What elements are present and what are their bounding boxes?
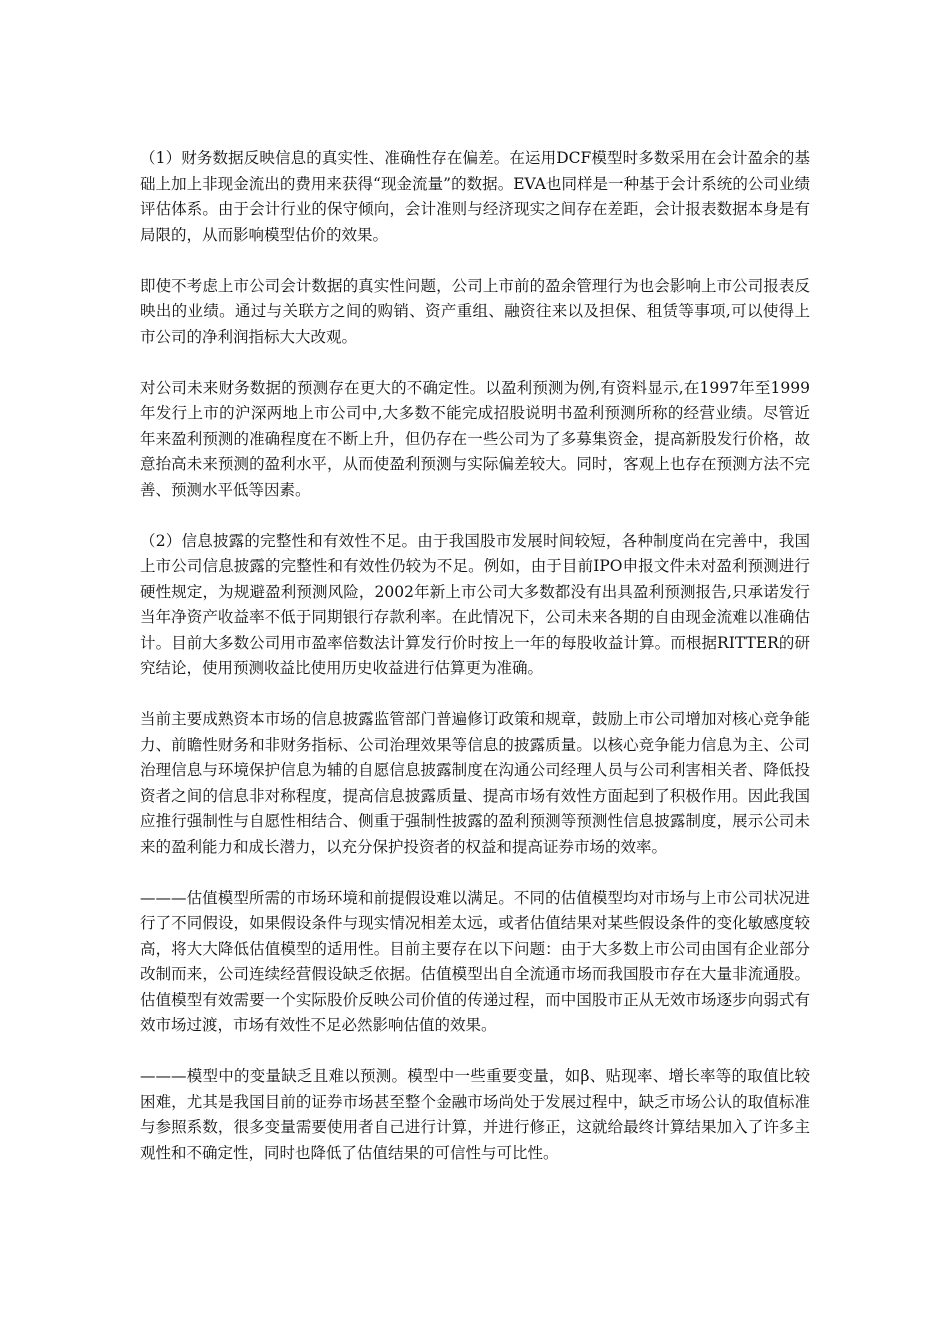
paragraph-financial-data-accuracy: （1）财务数据反映信息的真实性、准确性存在偏差。在运用DCF模型时多数采用在会计盈余的基础上加上非现金流出的费用来获得“现金流量”的数据。EVA也同样是一种基于会计系统的公司业绩评估体系。由于会计行业的保守倾向，会计准则与经济现实之间存在差距，会计报表数据本身是有局限的，从而影响模型估价的效果。 — [140, 149, 810, 244]
paragraph-forecast-uncertainty: 对公司未来财务数据的预测存在更大的不确定性。以盈利预测为例,有资料显示,在1997年至1999年发行上市的沪深两地上市公司中,大多数不能完成招股说明书盈利预测所称的经营业绩。尽管近年来盈利预测的准确程度在不断上升，但仍存在一些公司为了多募集资金，提高新股发行价格，故意抬高未来预测的盈利水平，从而使盈利预测与实际偏差较大。同时，客观上也存在预测方法不完善、预测水平低等因素。 — [140, 378, 810, 499]
paragraph-mature-market-disclosure: 当前主要成熟资本市场的信息披露监管部门普遍修订政策和规章，鼓励上市公司增加对核心竞争能力、前瞻性财务和非财务指标、公司治理效果等信息的披露质量。以核心竞争能力信息为主、公司治理信息与环境保护信息为辅的自愿信息披露制度在沟通公司经理人员与公司利害相关者、降低投资者之间的信息非对称程度，提高信息披露质量、提高市场有效性方面起到了积极作用。因此我国应推行强制性与自愿性相结合、侧重于强制性披露的盈利预测等预测性信息披露制度，展示公司未来的盈利能力和成长潜力，以充分保护投资者的权益和提高证券市场的效率。 — [140, 710, 810, 856]
paragraph-disclosure-completeness: （2）信息披露的完整性和有效性不足。由于我国股市发展时间较短，各种制度尚在完善中，我国上市公司信息披露的完整性和有效性仍较为不足。例如，由于目前IPO申报文件未对盈利预测进行硬性规定，为规避盈利预测风险，2002年新上市公司大多数都没有出具盈利预测报告,只承诺发行当年净资产收益率不低于同期银行存款利率。在此情况下，公司未来各期的自由现金流难以准确估计。目前大多数公司用市盈率倍数法计算发行价时按上一年的每股收益计算。而根据RITTER的研究结论，使用预测收益比使用历史收益进行估算更为准确。 — [140, 531, 810, 677]
document-body — [140, 146, 810, 1166]
paragraph-market-assumptions: ———估值模型所需的市场环境和前提假设难以满足。不同的估值模型均对市场与上市公司状况进行了不同假设，如果假设条件与现实情况相差太远，或者估值结果对某些假设条件的变化敏感度较高，将大大降低估值模型的适用性。目前主要存在以下问题：由于大多数上市公司由国有企业部分改制而来，公司连续经营假设缺乏依据。估值模型出自全流通市场而我国股市存在大量非流通股。估值模型有效需要一个实际股价反映公司价值的传递过程，而中国股市正从无效市场逐步向弱式有效市场过渡，市场有效性不足必然影响估值的效果。 — [140, 888, 810, 1034]
paragraph-earnings-management: 即使不考虑上市公司会计数据的真实性问题，公司上市前的盈余管理行为也会影响上市公司报表反映出的业绩。通过与关联方之间的购销、资产重组、融资往来以及担保、租赁等事项,可以使得上市公司的净利润指标大大改观。 — [140, 276, 810, 346]
paragraph-model-variables: ———模型中的变量缺乏且难以预测。模型中一些重要变量，如β、贴现率、增长率等的取值比较困难，尤其是我国目前的证券市场甚至整个金融市场尚处于发展过程中，缺乏市场公认的取值标准与参照系数，很多变量需要使用者自己进行计算，并进行修正，这就给最终计算结果加入了许多主观性和不确定性，同时也降低了估值结果的可信性与可比性。 — [140, 1067, 810, 1162]
